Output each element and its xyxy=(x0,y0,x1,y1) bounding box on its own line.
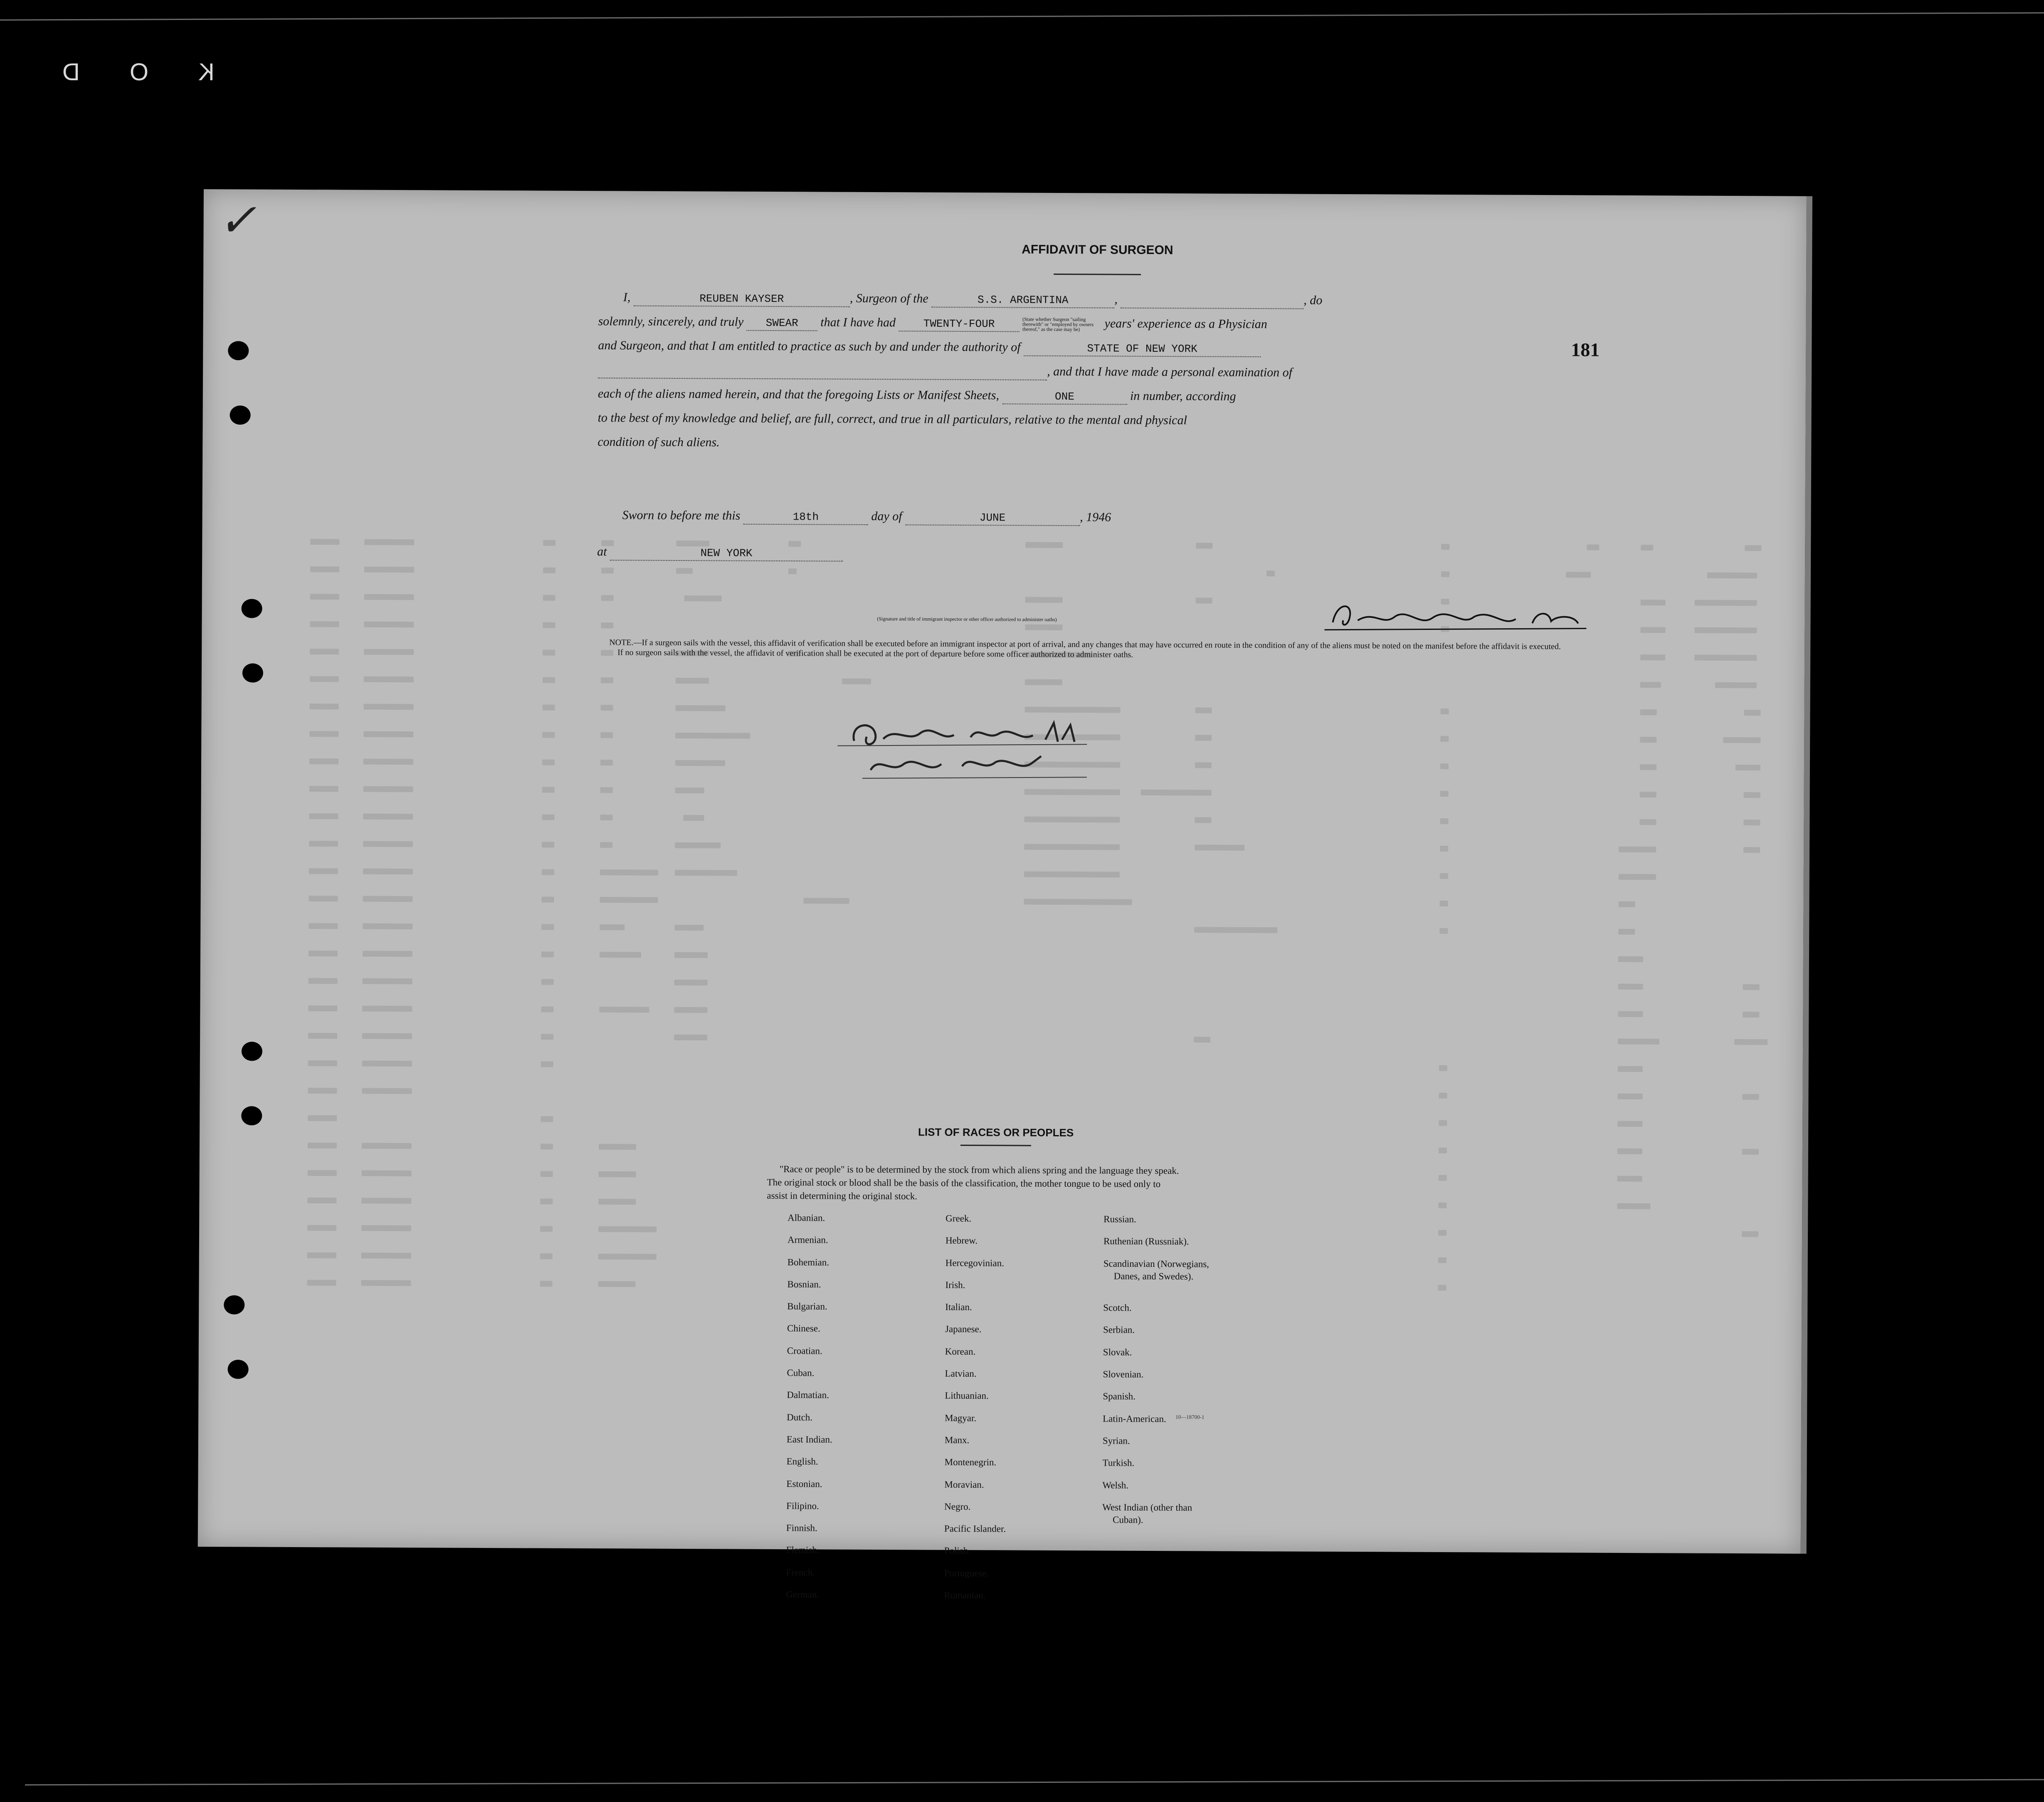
race-item: Flemish. xyxy=(786,1545,820,1555)
sheet-edge xyxy=(1801,196,1812,1554)
affidavit-line-3 xyxy=(598,333,1596,362)
punch-hole xyxy=(224,1295,244,1314)
race-item: Spanish. xyxy=(1103,1391,1136,1402)
race-item: Welsh. xyxy=(1102,1480,1129,1491)
race-item: Lithuanian. xyxy=(945,1390,989,1401)
race-item: Portuguese. xyxy=(944,1567,989,1579)
race-item: French. xyxy=(786,1567,815,1578)
film-edge-marks: KOD xyxy=(12,59,215,86)
races-title-rule xyxy=(960,1145,1031,1146)
surgeon-name: REUBEN KAYSER xyxy=(634,291,850,307)
race-item: Hercegovinian. xyxy=(945,1257,1004,1269)
label-years-experience: years' experience as a Physician xyxy=(1104,316,1267,331)
licensing-authority: STATE OF NEW YORK xyxy=(1024,341,1261,357)
race-item: Latvian. xyxy=(945,1368,977,1379)
race-item: Polish. xyxy=(944,1545,971,1556)
affidavit-title: AFFIDAVIT OF SURGEON xyxy=(1022,242,1173,257)
race-item: Hebrew. xyxy=(945,1235,978,1246)
race-item: Russian. xyxy=(1103,1214,1136,1224)
label-surgeon-of: , Surgeon of the xyxy=(849,291,928,306)
race-item: Chinese. xyxy=(787,1323,820,1334)
check-mark: ✓ xyxy=(218,195,257,246)
affidavit-line-5 xyxy=(598,382,1596,410)
affidavit-line-4 xyxy=(598,358,1596,386)
punch-hole xyxy=(241,1106,262,1125)
label-personal-exam: , and that I have made a personal examination of xyxy=(1047,364,1293,380)
race-item: Korean. xyxy=(945,1346,976,1357)
sworn-place-line xyxy=(597,545,1595,565)
punch-hole xyxy=(228,341,249,360)
race-item: Montenegrin. xyxy=(944,1457,997,1468)
label-best-knowledge: to the best of my knowledge and belief, are full, correct, and true in all particulars, relative to the mental and physical xyxy=(597,411,1187,427)
race-item: Dutch. xyxy=(787,1412,813,1423)
race-column-1 xyxy=(786,1212,833,1611)
sworn-month: JUNE xyxy=(905,510,1080,526)
race-item: Bohemian. xyxy=(787,1256,829,1268)
race-item: Dalmatian. xyxy=(787,1390,829,1400)
race-item: Finnish. xyxy=(786,1523,817,1533)
title-rule xyxy=(1054,274,1141,275)
race-item: Magyar. xyxy=(945,1412,977,1423)
sworn-line xyxy=(597,508,1595,528)
race-item: Danes, and Swedes). xyxy=(1113,1271,1194,1282)
label-day-of: day of xyxy=(871,509,902,523)
race-item: Scandinavian (Norwegians, xyxy=(1103,1258,1210,1269)
race-columns xyxy=(765,1212,1224,1613)
sworn-year: , 1946 xyxy=(1080,510,1111,524)
affidavit-line-7 xyxy=(597,430,1595,458)
affidavit-body xyxy=(597,285,1596,458)
signature-caption: (Signature and title of immigrant inspector or other officer authorized to administer oaths) xyxy=(877,616,1057,622)
race-item: Bosnian. xyxy=(787,1279,821,1290)
race-item: Turkish. xyxy=(1102,1457,1135,1469)
label-have-had: that I have had xyxy=(820,315,896,330)
surgeon-signature xyxy=(1324,597,1586,636)
race-column-2 xyxy=(944,1212,1007,1612)
authority-continued-blank xyxy=(598,363,1047,380)
label-do: , do xyxy=(1303,293,1323,307)
affidavit-line-2 xyxy=(598,309,1596,338)
race-item: German. xyxy=(786,1589,820,1600)
race-item: Cuban. xyxy=(787,1368,815,1378)
race-column-3 xyxy=(1102,1213,1210,1536)
manifest-sheet xyxy=(198,189,1807,1601)
label-in-number: in number, according xyxy=(1130,389,1236,403)
affidavit-line-6 xyxy=(597,406,1595,434)
affidavit-line-1: I, REUBEN KAYSER , Surgeon of the S.S. ARGENTINA , , do xyxy=(598,285,1596,313)
vessel-name: S.S. ARGENTINA xyxy=(931,293,1114,309)
years-experience: TWENTY-FOUR xyxy=(899,316,1019,332)
race-item: Manx. xyxy=(944,1434,970,1446)
race-item: Irish. xyxy=(945,1279,965,1290)
sworn-place: NEW YORK xyxy=(610,546,843,561)
label-each-alien: each of the aliens named herein, and that the foregoing Lists or Manifest Sheets, xyxy=(597,387,1000,402)
race-item: Slovak. xyxy=(1103,1347,1132,1358)
surgeon-status-blank xyxy=(1121,294,1303,309)
list-of-races xyxy=(765,1125,1224,1613)
punch-hole xyxy=(242,663,263,682)
race-item: Albanian. xyxy=(787,1212,825,1223)
race-item: Serbian. xyxy=(1103,1324,1135,1335)
scan-line-bottom xyxy=(25,1779,2044,1786)
scan-line-top xyxy=(0,12,2044,20)
race-item: Italian. xyxy=(945,1301,972,1313)
race-item: East Indian. xyxy=(786,1434,832,1445)
label-solemnly: solemnly, sincerely, and truly xyxy=(598,314,744,329)
page-number: 181 xyxy=(1571,339,1600,360)
race-item: Greek. xyxy=(945,1213,972,1224)
label-i: I, xyxy=(623,290,631,304)
label-at: at xyxy=(597,545,607,559)
race-item: Japanese. xyxy=(945,1324,982,1335)
race-item: Pacific Islander. xyxy=(944,1523,1006,1534)
race-item: English. xyxy=(786,1456,818,1467)
race-item: West Indian (other than xyxy=(1102,1502,1192,1513)
punch-hole xyxy=(230,405,251,425)
race-item: Latin-American. xyxy=(1103,1413,1166,1424)
race-item: Filipino. xyxy=(786,1501,819,1511)
label-sworn: Sworn to before me this xyxy=(622,508,741,523)
race-item: Negro. xyxy=(944,1501,971,1512)
sheet-count: ONE xyxy=(1002,389,1127,405)
form-number: 10—18700-1 xyxy=(1175,1414,1205,1420)
punch-hole xyxy=(242,1042,262,1061)
race-item: Bulgarian. xyxy=(787,1301,827,1312)
race-item: Scotch. xyxy=(1103,1302,1132,1313)
surgeon-status-note: (State whether Surgeon "sailing therewith" or "employed by owners thereof," as the case may be) xyxy=(1022,316,1094,333)
punch-hole xyxy=(228,1360,249,1379)
races-intro: "Race or people" is to be determined by the stock from which aliens spring and the language they speak. The original stock or blood shall be the basis of the classification, the mother tongue to be used only to assist in determining the original stock. xyxy=(767,1164,1179,1202)
affidavit-of-surgeon xyxy=(597,232,1596,662)
inspector-signature xyxy=(837,716,1096,784)
race-item: Ruthenian (Russniak). xyxy=(1103,1236,1189,1247)
label-and-surgeon: and Surgeon, and that I am entitled to practice as such by and under the authority of xyxy=(598,338,1021,354)
race-item: Slovenian. xyxy=(1103,1369,1144,1380)
race-item: Estonian. xyxy=(786,1478,822,1489)
race-item: Croatian. xyxy=(787,1345,822,1356)
races-title: LIST OF RACES OR PEOPLES xyxy=(918,1126,1074,1139)
sworn-day: 18th xyxy=(743,510,868,525)
race-item: Syrian. xyxy=(1102,1435,1130,1446)
race-item: Armenian. xyxy=(787,1234,828,1245)
note-no-surgeon: If no surgeon sails with the vessel, the affidavit of verification shall be executed at the port of departure before some officer authorized to administer oaths. xyxy=(617,648,1133,659)
race-item: Rumanian. xyxy=(944,1590,986,1601)
note-surgeon-sails: NOTE.—If a surgeon sails with the vessel, this affidavit of verification shall be executed before an immigrant inspector at port of arrival, and any changes that may have occurred en route in the condition of any of the aliens must be noted on the manifest before the affidavit is executed. xyxy=(609,638,1561,652)
race-item: Cuban). xyxy=(1113,1514,1143,1525)
oath-word: SWEAR xyxy=(747,316,817,331)
label-condition: condition of such aliens. xyxy=(597,435,720,449)
punch-hole xyxy=(242,599,262,618)
race-item: Moravian. xyxy=(944,1479,984,1490)
